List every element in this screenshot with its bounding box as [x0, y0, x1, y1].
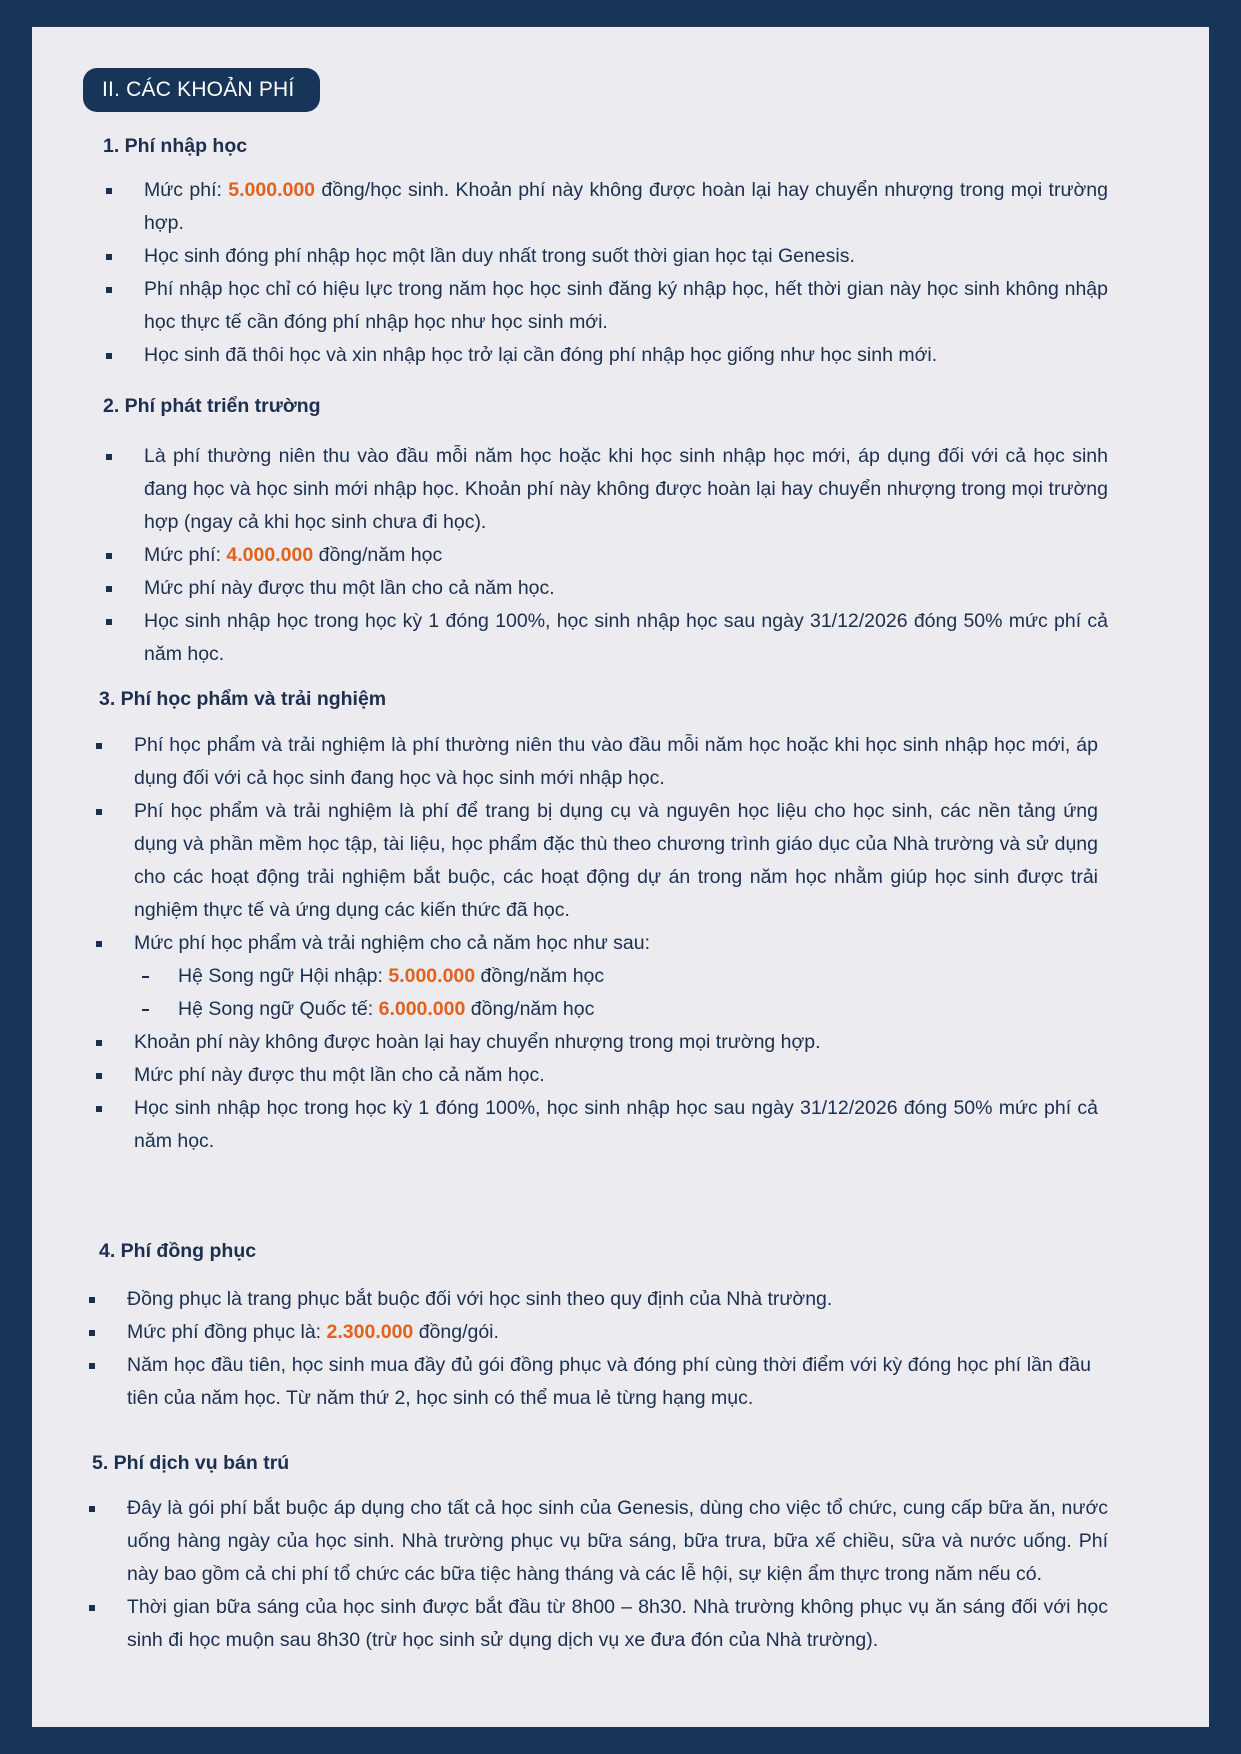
list-item [144, 174, 1108, 240]
sub-list-item [134, 960, 1098, 993]
item-text: Khoản phí này không được hoàn lại hay chuyển nhượng trong mọi trường hợp. [134, 1031, 821, 1053]
bullet-icon [106, 619, 112, 625]
item-text: Phí học phẩm và trải nghiệm là phí để trang bị dụng cụ và nguyên học liệu cho học sinh, các nền tảng ứng dụng và phần mềm học tập, tài liệu, học phẩm đặc thù theo chương trình giáo dục của Nhà trường và sử dụng cho các hoạt động trải nghiệm bắt buộc, các hoạt động dự án trong năm học nhằm giúp học sinh được trải nghiệm thực tế và ứng dụng các kiến thức đã học. [134, 800, 1098, 921]
bullet-icon [106, 287, 112, 293]
list-item [144, 440, 1108, 539]
fee2-heading: 2. Phí phát triển trường [103, 395, 321, 417]
list-item [127, 1349, 1091, 1415]
dash-icon [142, 1009, 149, 1011]
item-text: Phí học phẩm và trải nghiệm là phí thường niên thu vào đầu mỗi năm học hoặc khi học sinh nhập học mới, áp dụng đối với cả học sinh đang học và học sinh mới nhập học. [134, 734, 1098, 789]
bullet-icon [89, 1297, 95, 1303]
bullet-icon [89, 1330, 95, 1336]
fee1-heading: 1. Phí nhập học [103, 135, 248, 157]
bullet-icon [106, 353, 112, 359]
section-title: II. CÁC KHOẢN PHÍ [83, 68, 320, 112]
fee5-heading: 5. Phí dịch vụ bán trú [92, 1452, 290, 1474]
list-item [134, 795, 1098, 927]
list-item [127, 1492, 1108, 1591]
fee4-heading: 4. Phí đồng phục [99, 1240, 257, 1262]
item-text: Học sinh đã thôi học và xin nhập học trở lại cần đóng phí nhập học giống như học sinh mới. [144, 344, 938, 366]
bullet-icon [96, 1073, 102, 1079]
item-text: Đây là gói phí bắt buộc áp dụng cho tất cả học sinh của Genesis, dùng cho việc tổ chức, cung cấp bữa ăn, nước uống hàng ngày của học sinh. Nhà trường phục vụ bữa sáng, bữa trưa, bữa xế chiều, sữa và nước uống. Phí này bao gồm cả chi phí tổ chức các bữa tiệc hàng tháng và các lễ hội, sự kiện ẩm thực trong năm nếu có. [127, 1497, 1108, 1585]
list-item [127, 1283, 1091, 1316]
list-item [127, 1316, 1091, 1349]
list-item [144, 572, 1108, 605]
bullet-icon [96, 941, 102, 947]
item-text: Mức phí: [144, 179, 229, 201]
list-item [134, 927, 1098, 960]
bullet-icon [106, 454, 112, 460]
item-text: Mức phí này được thu một lần cho cả năm học. [134, 1064, 545, 1086]
list-item [144, 240, 1108, 273]
fee-amount: 4.000.000 [226, 544, 314, 566]
item-text: đồng/năm học [465, 998, 595, 1020]
list-item [144, 339, 1108, 372]
item-text: Hệ Song ngữ Hội nhập: [178, 965, 389, 987]
item-text: Học sinh nhập học trong học kỳ 1 đóng 100%, học sinh nhập học sau ngày 31/12/2026 đóng 50% mức phí cả năm học. [134, 1097, 1098, 1152]
item-text: Là phí thường niên thu vào đầu mỗi năm học hoặc khi học sinh nhập học mới, áp dụng đối với cả học sinh đang học và học sinh mới nhập học. Khoản phí này không được hoàn lại hay chuyển nhượng trong mọi trường hợp (ngay cả khi học sinh chưa đi học). [144, 445, 1108, 533]
bullet-icon [89, 1363, 95, 1369]
item-text: Mức phí: [144, 544, 227, 566]
list-item [144, 605, 1108, 671]
list-item [134, 729, 1098, 795]
list-item [134, 1026, 1098, 1059]
dash-icon [142, 976, 149, 978]
bullet-icon [106, 188, 112, 194]
item-text: Mức phí học phẩm và trải nghiệm cho cả năm học như sau: [134, 932, 651, 954]
bullet-icon [106, 586, 112, 592]
item-text: đồng/năm học [475, 965, 605, 987]
bullet-icon [96, 1106, 102, 1112]
item-text: Phí nhập học chỉ có hiệu lực trong năm học học sinh đăng ký nhập học, hết thời gian này học sinh không nhập học thực tế cần đóng phí nhập học như học sinh mới. [144, 278, 1108, 333]
fee3-heading: 3. Phí học phẩm và trải nghiệm [99, 688, 387, 710]
item-text: Mức phí này được thu một lần cho cả năm học. [144, 577, 555, 599]
fee2-list [144, 440, 1108, 671]
list-item [144, 273, 1108, 339]
fee-amount: 2.300.000 [326, 1321, 414, 1343]
list-item [127, 1591, 1108, 1657]
fee-amount: 5.000.000 [228, 179, 316, 201]
fee5-list [127, 1492, 1108, 1657]
bullet-icon [106, 254, 112, 260]
bullet-icon [96, 1040, 102, 1046]
bullet-icon [96, 743, 102, 749]
item-text: Thời gian bữa sáng của học sinh được bắt đầu từ 8h00 – 8h30. Nhà trường không phục vụ ăn sáng đối với học sinh đi học muộn sau 8h30 (trừ học sinh sử dụng dịch vụ xe đưa đón của Nhà trường). [127, 1596, 1108, 1651]
item-text: đồng/năm học [313, 544, 443, 566]
bullet-icon [96, 809, 102, 815]
list-item [144, 539, 1108, 572]
bullet-icon [89, 1605, 95, 1611]
list-item [134, 1059, 1098, 1092]
fee3-list [134, 729, 1098, 1158]
item-text: Học sinh đóng phí nhập học một lần duy nhất trong suốt thời gian học tại Genesis. [144, 245, 855, 267]
list-item [134, 1092, 1098, 1158]
item-text: đồng/gói. [413, 1321, 499, 1343]
document-page [32, 27, 1209, 1727]
fee1-list [144, 174, 1108, 372]
bullet-icon [106, 553, 112, 559]
item-text: đồng/học sinh. Khoản phí này không được hoàn lại hay chuyển nhượng trong mọi trường hợp. [144, 179, 1108, 234]
sub-list-item [134, 993, 1098, 1026]
item-text: Học sinh nhập học trong học kỳ 1 đóng 100%, học sinh nhập học sau ngày 31/12/2026 đóng 50% mức phí cả năm học. [144, 610, 1108, 665]
bullet-icon [89, 1506, 95, 1512]
item-text: Mức phí đồng phục là: [127, 1321, 327, 1343]
item-text: Hệ Song ngữ Quốc tế: [178, 998, 379, 1020]
item-text: Đồng phục là trang phục bắt buộc đối với học sinh theo quy định của Nhà trường. [127, 1288, 833, 1310]
fee-amount: 6.000.000 [378, 998, 466, 1020]
fee-amount: 5.000.000 [388, 965, 476, 987]
item-text: Năm học đầu tiên, học sinh mua đầy đủ gói đồng phục và đóng phí cùng thời điểm với kỳ đóng học phí lần đầu tiên của năm học. Từ năm thứ 2, học sinh có thể mua lẻ từng hạng mục. [127, 1354, 1091, 1409]
fee4-list [127, 1283, 1091, 1415]
